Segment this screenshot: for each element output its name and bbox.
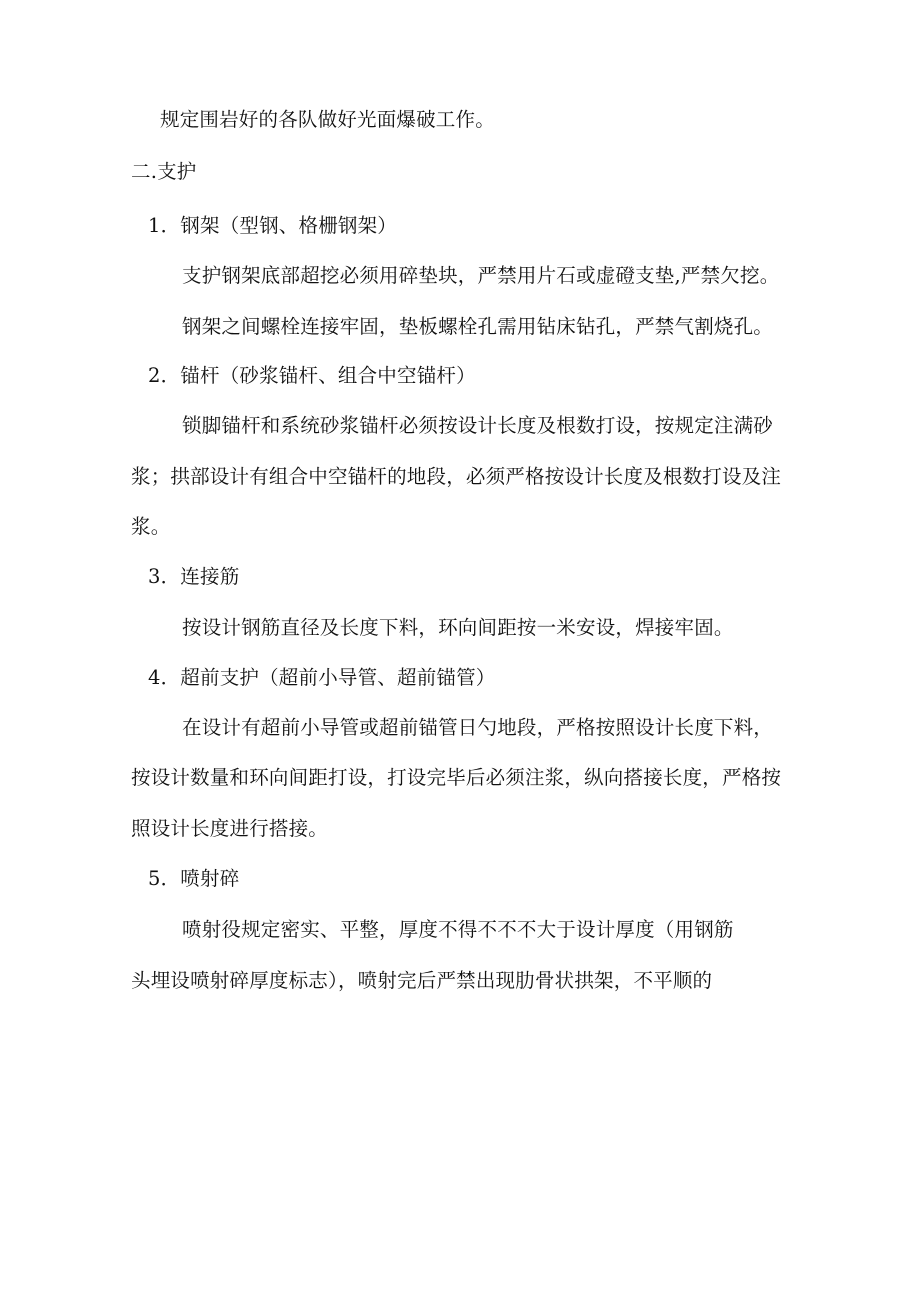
item-heading-connecting-bar: 3．连接筋 xyxy=(148,565,240,588)
intro-paragraph: 规定围岩好的各队做好光面爆破工作。 xyxy=(160,108,495,131)
item-heading-shotcrete: 5．喷射碎 xyxy=(148,867,240,890)
item-heading-anchor-bolt: 2．锚杆（砂浆锚杆、组合中空锚杆） xyxy=(148,364,476,387)
paragraph-line: 按设计钢筋直径及长度下料，环向间距按一米安设，焊接牢固。 xyxy=(182,616,734,639)
paragraph-line: 喷射役规定密实、平整，厚度不得不不不大于设计厚度（用钢筋 xyxy=(182,918,734,941)
paragraph-line: 在设计有超前小导管或超前锚管日勺地段，严格按照设计长度下料， xyxy=(182,716,774,739)
paragraph-line: 浆。 xyxy=(131,515,171,538)
paragraph-line: 照设计长度进行搭接。 xyxy=(131,817,329,840)
paragraph-line: 浆；拱部设计有组合中空锚杆的地段，必须严格按设计长度及根数打设及注 xyxy=(131,465,782,488)
item-heading-advance-support: 4．超前支护（超前小导管、超前锚管） xyxy=(148,666,496,689)
paragraph-line: 锁脚锚杆和系统砂浆锚杆必须按设计长度及根数打设，按规定注满砂 xyxy=(182,414,774,437)
paragraph-line: 钢架之间螺栓连接牢固，垫板螺栓孔需用钻床钻孔，严禁气割烧孔。 xyxy=(182,315,774,338)
paragraph-line: 支护钢架底部超挖必须用碎垫块，严禁用片石或虚磴支垫,严禁欠挖。 xyxy=(182,264,780,287)
paragraph-line: 头埋设喷射碎厚度标志），喷射完后严禁出现肋骨状拱架，不平顺的 xyxy=(131,969,713,992)
section-heading: 二.支护 xyxy=(131,160,197,183)
item-heading-steel-frame: 1．钢架（型钢、格栅钢架） xyxy=(148,214,398,237)
paragraph-line: 按设计数量和环向间距打设，打设完毕后必须注浆，纵向搭接长度，严格按 xyxy=(131,766,782,789)
